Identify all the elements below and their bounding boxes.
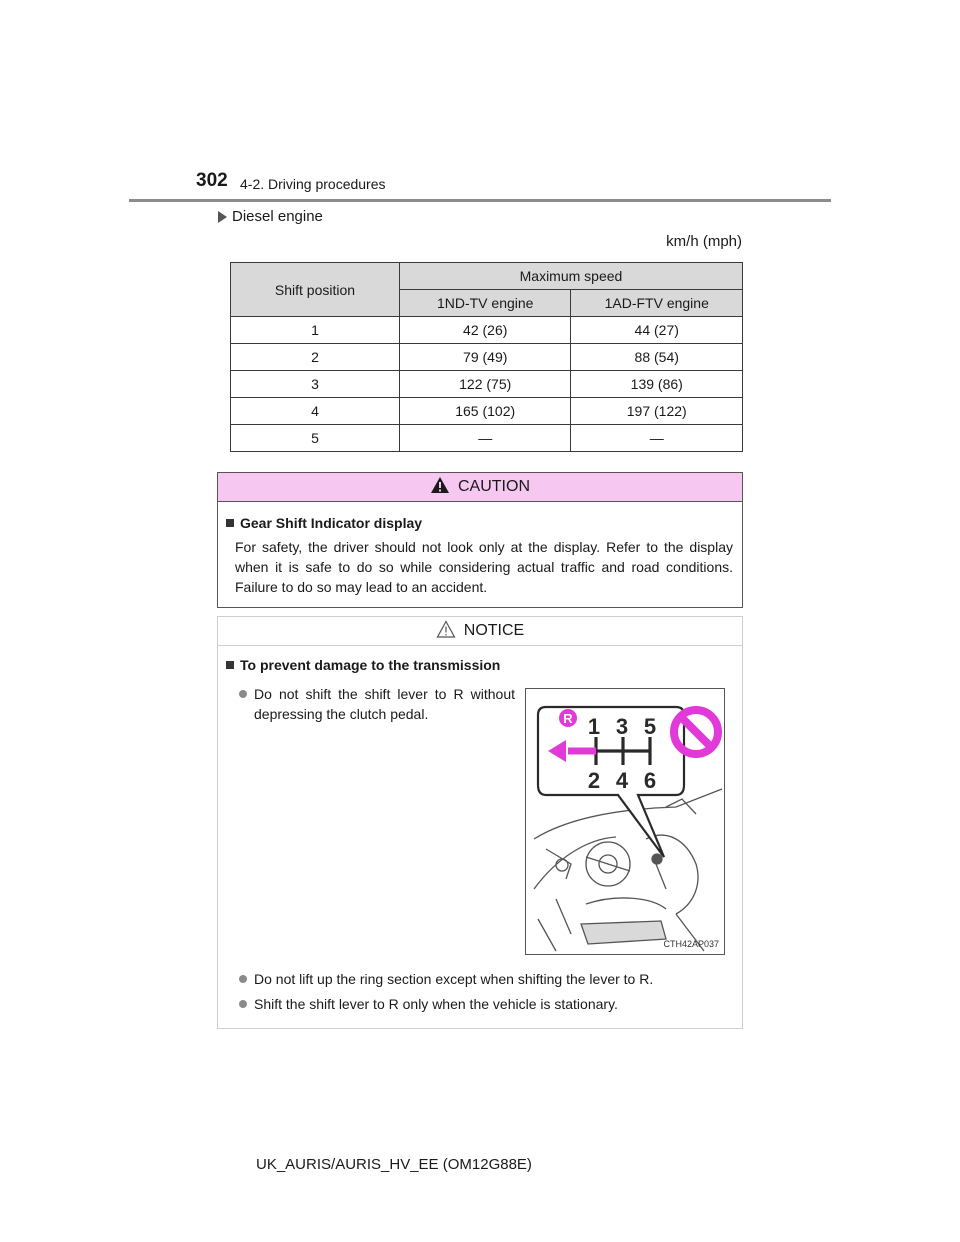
table-cell: 139 (86)	[571, 371, 743, 398]
subheading	[218, 208, 323, 225]
table-cell: 79 (49)	[399, 344, 571, 371]
notice-label: NOTICE	[463, 622, 525, 639]
gear-5: 5	[643, 714, 657, 739]
gear-r: R	[563, 711, 573, 726]
driver-sketch	[534, 789, 722, 951]
square-bullet-icon	[226, 519, 234, 527]
warning-icon	[430, 476, 450, 499]
caution-box	[217, 472, 743, 608]
subheading-text: Diesel engine	[232, 208, 323, 225]
col-engine-2: 1AD-FTV engine	[571, 290, 743, 317]
square-bullet-icon	[226, 661, 234, 669]
round-bullet-icon	[239, 1000, 247, 1008]
table-row	[231, 398, 743, 425]
triangle-bullet-icon	[218, 211, 227, 223]
table-cell: 2	[231, 344, 400, 371]
notice-bullet	[239, 684, 515, 724]
page-number: 302	[196, 170, 228, 191]
section-title: 4-2. Driving procedures	[240, 176, 386, 192]
table-cell: 1	[231, 317, 400, 344]
gear-3: 3	[615, 714, 629, 739]
illustration-code: CTH42AP037	[663, 939, 719, 949]
notice-bullet	[239, 994, 618, 1014]
table-cell: 88 (54)	[571, 344, 743, 371]
notice-bullet-text: Shift the shift lever to R only when the vehicle is stationary.	[254, 996, 618, 1012]
notice-bullet	[239, 969, 653, 989]
table-cell: 5	[231, 425, 400, 452]
table-row	[231, 344, 743, 371]
unit-label: km/h (mph)	[666, 233, 742, 250]
notice-header	[218, 617, 742, 646]
round-bullet-icon	[239, 975, 247, 983]
footer-doc-id: UK_AURIS/AURIS_HV_EE (OM12G88E)	[256, 1156, 532, 1173]
table-cell: 4	[231, 398, 400, 425]
col-shift-position: Shift position	[231, 263, 400, 317]
table-cell: 3	[231, 371, 400, 398]
table-cell: 42 (26)	[399, 317, 571, 344]
col-max-speed: Maximum speed	[399, 263, 742, 290]
caution-heading	[226, 515, 422, 531]
table-cell: —	[399, 425, 571, 452]
notice-bullet-text: Do not lift up the ring section except when shifting the lever to R.	[254, 971, 654, 987]
gear-4: 4	[615, 768, 629, 793]
header-rule	[129, 199, 831, 202]
col-engine-1: 1ND-TV engine	[399, 290, 571, 317]
table-cell: 44 (27)	[571, 317, 743, 344]
notice-bullet-text: Do not shift the shift lever to R without depressing the clutch pedal.	[254, 686, 515, 722]
round-bullet-icon	[239, 690, 247, 698]
table-row	[231, 425, 743, 452]
notice-heading	[226, 657, 500, 673]
notice-heading-text: To prevent damage to the transmission	[240, 657, 501, 673]
speed-table	[230, 262, 743, 452]
shift-lever-illustration	[525, 688, 725, 955]
gear-2: 2	[587, 768, 601, 793]
table-cell: 197 (122)	[571, 398, 743, 425]
warning-outline-icon	[436, 620, 456, 643]
caution-body: For safety, the driver should not look only at the display. Refer to the display when it is safe to do so while considering actual traffic and road conditions. Failure to do so may lead to an accident.	[235, 539, 733, 595]
table-row	[231, 317, 743, 344]
caution-label: CAUTION	[458, 478, 530, 495]
caution-heading-text: Gear Shift Indicator display	[240, 515, 423, 531]
gear-1: 1	[587, 714, 601, 739]
table-cell: 122 (75)	[399, 371, 571, 398]
table-row	[231, 371, 743, 398]
notice-box	[217, 616, 743, 1029]
table-cell: —	[571, 425, 743, 452]
gear-6: 6	[643, 768, 657, 793]
table-cell: 165 (102)	[399, 398, 571, 425]
caution-header	[218, 473, 742, 502]
